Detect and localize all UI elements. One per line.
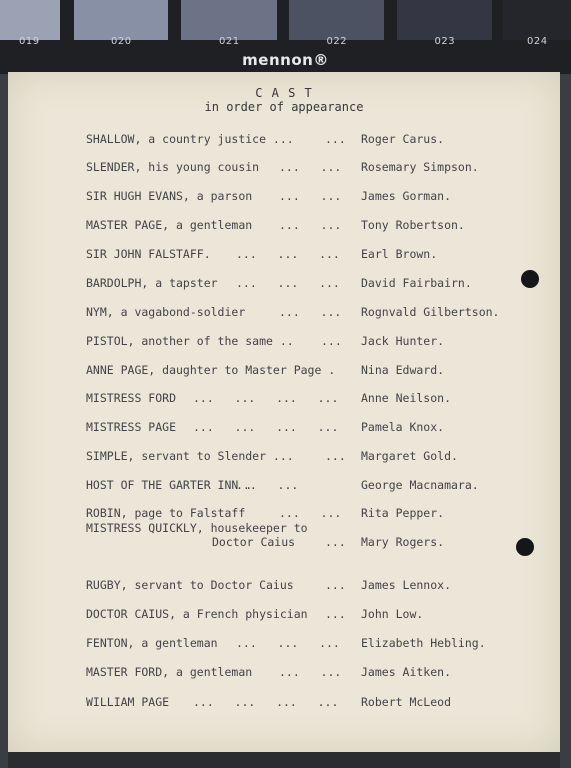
cast-role: FENTON, a gentleman	[86, 636, 218, 650]
leader-dots: ... ...	[279, 218, 342, 232]
cast-role: NYM, a vagabond-soldier	[86, 305, 246, 319]
leader-dots: ... ... ... ...	[193, 420, 339, 434]
cast-role: SIR JOHN FALSTAFF.	[86, 247, 211, 261]
calibration-patch-021	[181, 0, 277, 40]
cast-role: ANNE PAGE, daughter to Master Page .	[86, 363, 336, 377]
calibration-patch-020	[74, 0, 168, 40]
cast-actor: John Low.	[361, 607, 424, 621]
cast-actor: Margaret Gold.	[361, 449, 458, 463]
cast-role-continuation: Doctor Caius	[212, 535, 296, 549]
cast-role: SHALLOW, a country justice ...	[86, 132, 294, 146]
leader-dots: ... ... ...	[236, 276, 340, 290]
leader-dots: ...	[325, 132, 346, 146]
cast-role: MISTRESS QUICKLY, housekeeper to	[86, 521, 308, 535]
punch-hole	[516, 538, 534, 556]
cast-role: MISTRESS FORD	[86, 391, 177, 405]
leader-dots: ... ... ... ...	[193, 391, 339, 405]
calibration-patch-label: 024	[527, 36, 548, 47]
leader-dots: ... ... ...	[236, 247, 340, 261]
cast-role: SLENDER, his young cousin	[86, 160, 260, 174]
leader-dots: ... ...	[279, 189, 342, 203]
cast-actor: Elizabeth Hebling.	[361, 636, 486, 650]
leader-dots: ... ...	[279, 665, 342, 679]
cast-actor: Earl Brown.	[361, 247, 438, 261]
cast-actor: Mary Rogers.	[361, 535, 445, 549]
cast-role: WILLIAM PAGE	[86, 695, 170, 709]
document-subtitle: in order of appearance	[204, 100, 364, 114]
cast-role: DOCTOR CAIUS, a French physician	[86, 607, 308, 621]
cast-actor: James Aitken.	[361, 665, 452, 679]
cast-role: RUGBY, servant to Doctor Caius	[86, 578, 294, 592]
cast-role: BARDOLPH, a tapster	[86, 276, 218, 290]
cast-role: MASTER FORD, a gentleman	[86, 665, 253, 679]
cast-actor: Anne Neilson.	[361, 391, 452, 405]
paper-sheet	[8, 72, 560, 752]
calibration-brand-logo: mennon®	[242, 51, 329, 69]
leader-dots: ...	[325, 578, 346, 592]
calibration-patch-label: 022	[326, 36, 348, 47]
background-left	[0, 74, 8, 768]
cast-actor: Jack Hunter.	[361, 334, 445, 348]
cast-role: HOST OF THE GARTER INN .	[86, 478, 253, 492]
cast-role: SIMPLE, servant to Slender ...	[86, 449, 294, 463]
punch-hole	[521, 270, 539, 288]
calibration-patch-label: 023	[434, 36, 456, 47]
document-title: C A S T	[255, 86, 313, 100]
cast-actor: James Lennox.	[361, 578, 452, 592]
cast-actor: George Macnamara.	[361, 478, 479, 492]
cast-role: MISTRESS PAGE	[86, 420, 177, 434]
leader-dots: ...	[325, 607, 346, 621]
cast-actor: Rosemary Simpson.	[361, 160, 479, 174]
leader-dots: ... ... ...	[236, 636, 340, 650]
calibration-patch-023	[397, 0, 492, 40]
cast-actor: Rita Pepper.	[361, 506, 445, 520]
calibration-patch-019	[0, 0, 60, 40]
cast-role: PISTOL, another of the same ..	[86, 334, 294, 348]
calibration-patch-label: 021	[219, 36, 240, 47]
leader-dots: ... ...	[279, 506, 342, 520]
cast-actor: Nina Edward.	[361, 363, 445, 377]
cast-actor: James Gorman.	[361, 189, 452, 203]
calibration-patch-label: 019	[19, 36, 40, 47]
leader-dots: ... ... ... ...	[193, 695, 339, 709]
background-right	[560, 74, 571, 768]
leader-dots: ... ...	[236, 478, 299, 492]
leader-dots: ... ...	[279, 305, 342, 319]
leader-dots: ... ...	[279, 160, 342, 174]
calibration-patch-022	[289, 0, 384, 40]
cast-actor: Robert McLeod	[361, 695, 452, 709]
cast-actor: David Fairbairn.	[361, 276, 472, 290]
cast-actor: Roger Carus.	[361, 132, 445, 146]
calibration-patch-label: 020	[111, 36, 132, 47]
cast-role: ROBIN, page to Falstaff	[86, 506, 246, 520]
leader-dots: ...	[325, 535, 346, 549]
calibration-patch-024	[503, 0, 571, 40]
cast-role: SIR HUGH EVANS, a parson	[86, 189, 253, 203]
cast-actor: Rognvald Gilbertson.	[361, 305, 500, 319]
leader-dots: ...	[325, 449, 346, 463]
cast-role: MASTER PAGE, a gentleman	[86, 218, 253, 232]
cast-actor: Pamela Knox.	[361, 420, 445, 434]
color-calibration-strip	[0, 0, 571, 74]
leader-dots: ...	[321, 334, 342, 348]
cast-actor: Tony Robertson.	[361, 218, 465, 232]
